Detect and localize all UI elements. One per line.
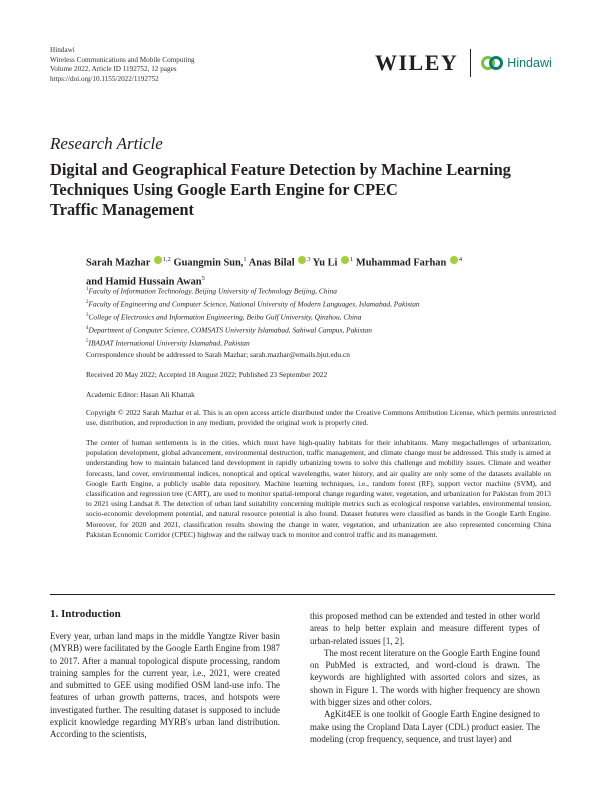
affiliation-number: 5 [86,339,89,345]
hindawi-wordmark: Hindawi [507,56,552,70]
section-divider [50,594,555,595]
abstract-text: The center of human settlements is in the cities, which must have high-quality habitats for their inhabitants. Many megachallenges of urbanization, population development, global advancement, environmental destruction, traffic management, and climate change must be addressed. This study is aimed at understanding how to maintain balanced land development in rapidly urbanizing towns to solve this challenge and mobility issues. Climate and weather forecasts, land cover, environmental indices, nonoptical and optical wavelengths, water history, and air quality are only some of the datasets available on Google Earth Engine, a publicly usable data repository. Machine learning techniques, i.e., random forest (RF), support vector machine (SVM), and classification and regression tree (CART), are used to monitor spatial-temporal change regarding water, vegetation, and urbanization for Pakistan from 2013 to 2021 using Landsat 8. The detection of urban land suitability concerning multiple metrics such as ecological response variables, environmental tension, socio-economic development potential, and natural resource potential is also found. Dataset features were classified as bands in the Google Earth Engine. Moreover, for 2020 and 2021, classification results showing the change in water, vegetation, and urbanization are also represented concerning China Pakistan Economic Corridor (CPEC) highway and the railway track to monitor and control traffic and its management. [86,438,551,539]
article-dates: Received 20 May 2022; Accepted 18 August 2022; Published 23 September 2022 [86,370,328,379]
author-affiliation-ref: 4 [458,256,463,263]
author-name[interactable]: Anas Bilal [248,257,295,269]
orcid-icon[interactable] [341,256,349,264]
orcid-icon[interactable] [450,256,458,264]
volume-info: Volume 2022, Article ID 1192752, 12 pages [50,65,177,74]
body-paragraph: this proposed method can be extended and tested in other world areas to help better explain and measure different types of urban-related issues [1, 2]. [310,611,540,646]
author-affiliation-ref: 1 [243,256,247,263]
article-type: Research Article [50,134,163,153]
author-affiliation-ref: 1,2 [162,256,171,263]
body-paragraph: The most recent literature on the Google Earth Engine found on PubMed is extracted, and word-cloud is drawn. The keywords are highlighted with assorted colors and sizes, as shown in Figure 1. The words with higher frequency are shown with bigger sizes and other colors. [310,647,540,708]
correspondence-note: Correspondence should be addressed to Sarah Mazhar; sarah.mazhar@emails.bjut.edu.cn [86,350,350,359]
affiliation-item [86,310,566,323]
title-line: Digital and Geographical Feature Detection by Machine Learning [50,160,511,179]
author-name[interactable]: Sarah Mazhar [86,257,151,269]
author-affiliation-ref: 5 [201,275,205,283]
title-line: Traffic Management [50,200,194,220]
author-name[interactable]: and Hamid Hussain Awan [86,276,202,288]
affiliation-text: Faculty of Information Technology, Beijing University of Technology Beijing, China [88,286,337,296]
affiliation-number: 2 [86,300,89,306]
hindawi-mark-icon [481,55,503,71]
doi-link[interactable]: https://doi.org/10.1155/2022/1192752 [50,74,159,83]
affiliation-text: Faculty of Engineering and Computer Science, National University of Modern Languages, Islamabad, Pakistan [88,299,420,309]
section-heading-introduction: 1. Introduction [50,608,121,620]
affiliation-item [86,297,566,310]
logo-divider [470,49,471,77]
affiliation-list [86,284,566,349]
article-title [50,160,560,221]
author-affiliation-ref: 3 [307,256,311,263]
title-line: Techniques Using Google Earth Engine for CPEC [50,180,398,200]
affiliation-number: 4 [86,326,89,332]
body-paragraph: AgKit4EE is one toolkit of Google Earth Engine designed to make using the Cropland Data Layer (CDL) product easier. The modeling (crop frequency, sequence, and trust layer) and [310,709,540,744]
journal-name: Wireless Communications and Mobile Computing [50,55,195,64]
affiliation-text: College of Electronics and Information Engineering, Beibu Gulf University, Qinzhou, China [88,312,362,322]
author-name[interactable]: Muhammad Farhan [355,257,447,269]
hindawi-logo [481,55,551,71]
author-name[interactable]: Guangmin Sun, [173,257,244,269]
body-paragraph: Every year, urban land maps in the middle Yangtze River basin (MYRB) were facilitated by the Google Earth Engine from 1987 to 2017. After a manual topological dispute processing, random training samples for the current year, i.e., 2021, were created and submitted to GEE using modified OSM land-use info. The features of urban growth patterns, traces, and hotspots were investigated further. The resulting dataset is supposed to include explicit knowledge regarding MYRB's urban land distribution. According to the scientists, [50,631,280,740]
publisher-logos [375,46,552,80]
affiliation-number: 3 [86,313,89,319]
publisher-name: Hindawi [50,46,75,54]
author-affiliation-ref: 1 [350,256,354,263]
copyright-notice: Copyright © 2022 Sarah Mazhar et al. This is an open access article distributed under the Creative Commons Attribution License, which permits unrestricted use, distribution, and reproduction in any medium, provided the original work is properly cited. [86,408,556,427]
affiliation-item [86,323,566,336]
affiliation-item [86,336,566,349]
affiliation-item [86,284,566,297]
body-column-right [310,610,540,745]
affiliation-text: Department of Computer Science, COMSATS University Islamabad, Sahiwal Campus, Pakistan [88,325,372,335]
academic-editor: Academic Editor: Hasan Ali Khattak [86,390,195,399]
author-name[interactable]: Yu Li [312,257,338,269]
body-column-left [50,630,280,741]
wiley-logo: WILEY [375,50,459,75]
orcid-icon[interactable] [154,256,162,264]
affiliation-text: IBADAT International University Islamabad, Pakistan [88,338,250,348]
orcid-icon[interactable] [298,256,306,264]
affiliation-number: 1 [86,287,89,292]
journal-header [50,46,195,84]
